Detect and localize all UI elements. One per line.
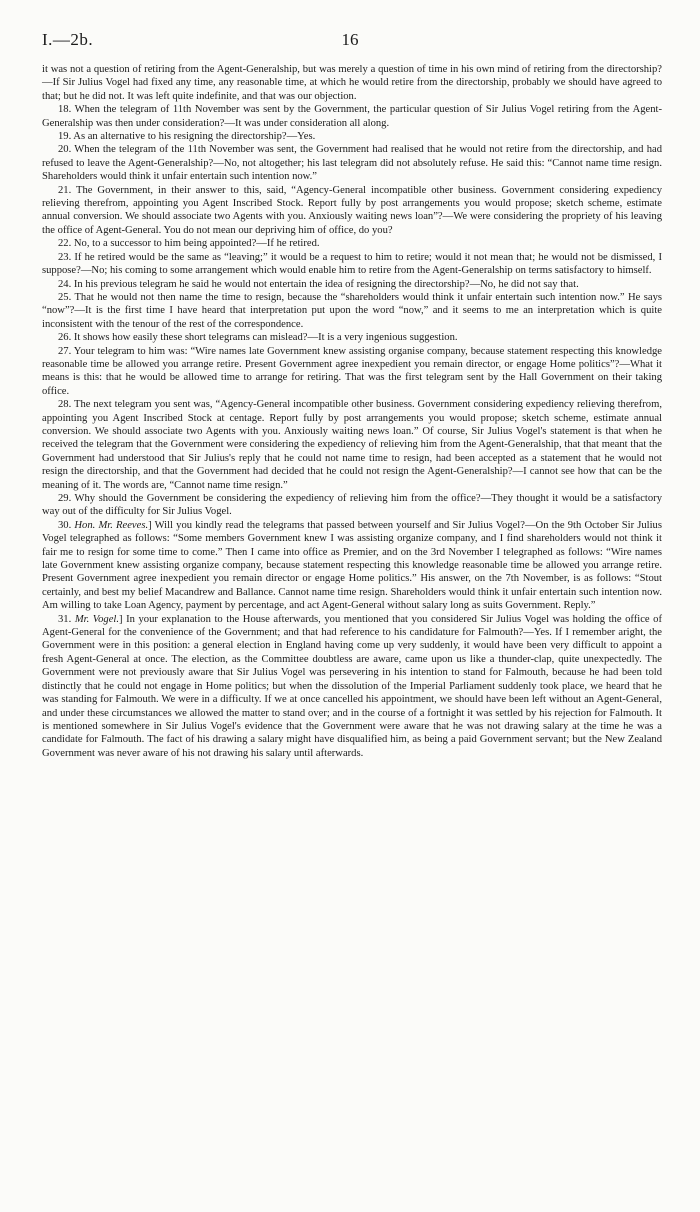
paragraph-31: 31. Mr. Vogel.] In your explanation to the House afterwards, you mentioned that you considered Sir Julius Vogel was holding the office of Agent-General for the convenience of the Government; and that had reference to his candidature for Falmouth?—Yes. If I remember aright, the Government were in this position: a general election in England having come up very suddenly, it would have been very difficult to appoint a fresh Agent-General at once. The election, as the Committee doubtless are aware, came upon us like a thunder-clap, quite unexpectedly. The Government were not previously aware that Sir Julius Vogel was persevering in his intention to stand for Falmouth, because he had been told distinctly that he could not engage in Home politics; but when the dissolution of the Imperial Parliament suddenly took place, we heard that he was standing for Falmouth. We were in a difficulty. If we at once cancelled his appointment, we should have been left without an Agent-General, and under these circumstances we allowed the matter to stand over; and in the course of a fortnight it was settled by his rejection for Falmouth. It is mentioned somewhere in Sir Julius Vogel's evidence that the Government were aware that he was not drawing salary at the time he was a candidate for Falmouth. The fact of his drawing a salary might have disqualified him, as being a paid Government servant; but the New Zealand Government was never aware of his not drawing his salary until afterwards.: [42, 613, 662, 759]
page-number: 16: [341, 30, 359, 49]
paragraph-25: 25. That he would not then name the time to resign, because the “shareholders would think it unfair entertain such intention now.” He says “now”?—It is the first time I have heard that interpretation put upon the word “now,” and it seems to me an interpretation which is quite inconsistent with the tenour of the rest of the correspondence.: [42, 291, 662, 330]
paragraph-21: 21. The Government, in their answer to this, said, “Agency-General incompatible other business. Government considering expediency relieving therefrom, appointing you Agent Inscribed Stock. Report fully by post arrangements you would propose; sketch scheme, estimate annual conversion. We should associate two Agents with you. Anxiously waiting news loan”?—We were considering the propriety of his leaving the office of Agent-General. You do not mean our depriving him of office, do you?: [42, 184, 662, 236]
paragraph-18: 18. When the telegram of 11th November was sent by the Government, the particular question of Sir Julius Vogel retiring from the Agent-Generalship was then under consideration?—It was under consideration all along.: [42, 104, 662, 129]
paragraph-28: 28. The next telegram you sent was, “Agency-General incompatible other business. Government considering expediency relieving therefrom, appointing you Agent Inscribed Stock at centage. Report fully by post arrangements you would propose; sketch scheme, estimate annual conversion. We should associate two Agents with you. Anxiously waiting news loan.” Of course, Sir Julius Vogel's statement is that when he received the telegram that the Government were considering the expediency of relieving him from the Agent-Generalship, that that meant that the Government had understood that Sir Julius's reply that he could not name time to resign, had been accepted as a statement that he would not resign the directorship, and that the Government had decided that he could not resign the Agent-Generalship?—I cannot see how that can be the meaning of it. The words are, “Cannot name time resign.”: [42, 399, 662, 491]
paragraph-23: 23. If he retired would be the same as “leaving;” it would be a request to him to retire; would it not mean that; he would not be dismissed, I suppose?—No; his coming to some arrangement which would enable him to retire from the Agent-Generalship on terms satisfactory to himself.: [42, 251, 662, 277]
paragraph-30: 30. Hon. Mr. Reeves.] Will you kindly read the telegrams that passed between yourself and Sir Julius Vogel?—On the 9th October Sir Julius Vogel telegraphed as follows: “Some members Government knew I was assisting organize company, and I find shareholders would not think it fair me to resign for some time to come.” Then I came into office as Premier, and on the 3rd November I telegraphed as follows: “Wire names late Government knew assisting organize company, because statement respecting this knowledge reasonable time be allowed you arrange retire. Present Government agree inexpedient you remain director or engage Home politics.” His answer, on the 7th November, is as follows: “Stout certainly, and best my belief Macandrew and Ballance. Cannot name time resign. Shareholders would think it unfair entertain such intention now. Am willing to take Loan Agency, payment by percentage, and act Agent-General without salary long as suits Government. Reply.”: [42, 519, 662, 612]
page-reference: I.—2b.: [42, 30, 94, 49]
paragraph-22: 22. No, to a successor to him being appointed?—If he retired.: [58, 238, 320, 250]
page-header: [42, 30, 658, 52]
body-text: [42, 63, 662, 760]
paragraph-19: 19. As an alternative to his resigning the directorship?—Yes.: [58, 131, 316, 143]
speaker-name: Mr. Vogel.: [74, 613, 119, 625]
paragraph-26: 26. It shows how easily these short telegrams can mislead?—It is a very ingenious suggestion.: [58, 332, 458, 344]
paragraph-20: 20. When the telegram of the 11th November was sent, the Government had realised that he would not retire from the directorship, and had refused to leave the Agent-Generalship?—No, not altogether; his last telegram did not absolutely refuse. He said this: “Cannot name time resign. Shareholders would think it unfair entertain such intention now.”: [42, 144, 662, 183]
paragraph-24: 24. In his previous telegram he said he would not entertain the idea of resigning the directorship?—No, he did not say that.: [58, 278, 579, 290]
speaker-name: Hon. Mr. Reeves.: [74, 519, 149, 531]
paragraph-29: 29. Why should the Government be considering the expediency of relieving him from the office?—They thought it would be a satisfactory way out of the difficulty for Sir Julius Vogel.: [42, 493, 662, 518]
paragraph-continuation: it was not a question of retiring from the Agent-Generalship, but was merely a question of time in his own mind of retiring from the directorship?—If Sir Julius Vogel had fixed any time, any reasonable time, at which he would retire from the directorship, probably we should have agreed to that; but he did not. It was left quite indefinite, and that was our objection.: [42, 64, 662, 102]
paragraph-27: 27. Your telegram to him was: “Wire names late Government knew assisting organise company, because statement respecting this knowledge reasonable time be allowed you arrange retire. Present Government agree inexpedient you remain director, or engage Home politics”?—What it means is this: that he would be allowed time to arrange for retiring. That was the first telegram sent by the Hall Government on their taking office.: [42, 345, 662, 397]
